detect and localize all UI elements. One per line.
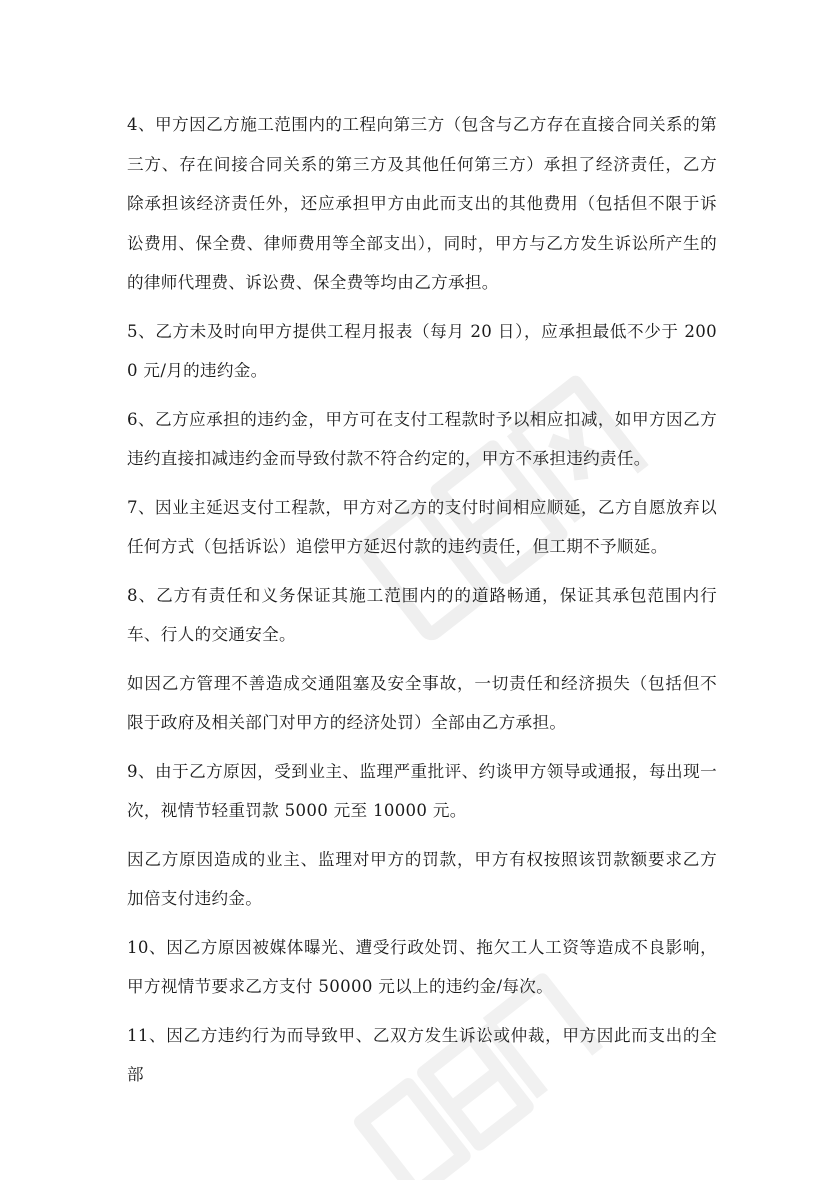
clause-4: 4、甲方因乙方施工范围内的工程向第三方（包含与乙方存在直接合同关系的第三方、存在间接合同关系的第三方及其他任何第三方）承担了经济责任，乙方除承担该经济责任外，还应承担甲方由此而支出的其他费用（包括但不限于诉讼费用、保全费、律师费用等全部支出），同时，甲方与乙方发生诉讼所产生的的律师代理费、诉讼费、保全费等均由乙方承担。 xyxy=(127,115,717,292)
clause-5: 5、乙方未及时向甲方提供工程月报表（每月 20 日），应承担最低不少于 2000 元/月的违约金。 xyxy=(127,321,717,380)
clause-7: 7、因业主延迟支付工程款，甲方对乙方的支付时间相应顺延，乙方自愿放弃以任何方式（包括诉讼）追偿甲方延迟付款的违约责任，但工期不予顺延。 xyxy=(127,497,717,556)
clause-8: 8、乙方有责任和义务保证其施工范围内的的道路畅通，保证其承包范围内行车、行人的交通安全。 xyxy=(127,585,717,644)
clause-10: 10、因乙方原因被媒体曝光、遭受行政处罚、拖欠工人工资等造成不良影响，甲方视情节要求乙方支付 50000 元以上的违约金/每次。 xyxy=(127,937,717,996)
document-body xyxy=(127,105,717,1104)
clause-9-addendum: 因乙方原因造成的业主、监理对甲方的罚款，甲方有权按照该罚款额要求乙方加倍支付违约金。 xyxy=(127,849,717,908)
clause-6: 6、乙方应承担的违约金，甲方可在支付工程款时予以相应扣减，如甲方因乙方违约直接扣减违约金而导致付款不符合约定的，甲方不承担违约责任。 xyxy=(127,409,717,468)
clause-8-addendum: 如因乙方管理不善造成交通阻塞及安全事故，一切责任和经济损失（包括但不限于政府及相关部门对甲方的经济处罚）全部由乙方承担。 xyxy=(127,673,717,732)
clause-11: 11、因乙方违约行为而导致甲、乙双方发生诉讼或仲裁，甲方因此而支出的全部 xyxy=(127,1025,717,1084)
clause-9: 9、由于乙方原因，受到业主、监理严重批评、约谈甲方领导或通报，每出现一次，视情节轻重罚款 5000 元至 10000 元。 xyxy=(127,761,717,820)
